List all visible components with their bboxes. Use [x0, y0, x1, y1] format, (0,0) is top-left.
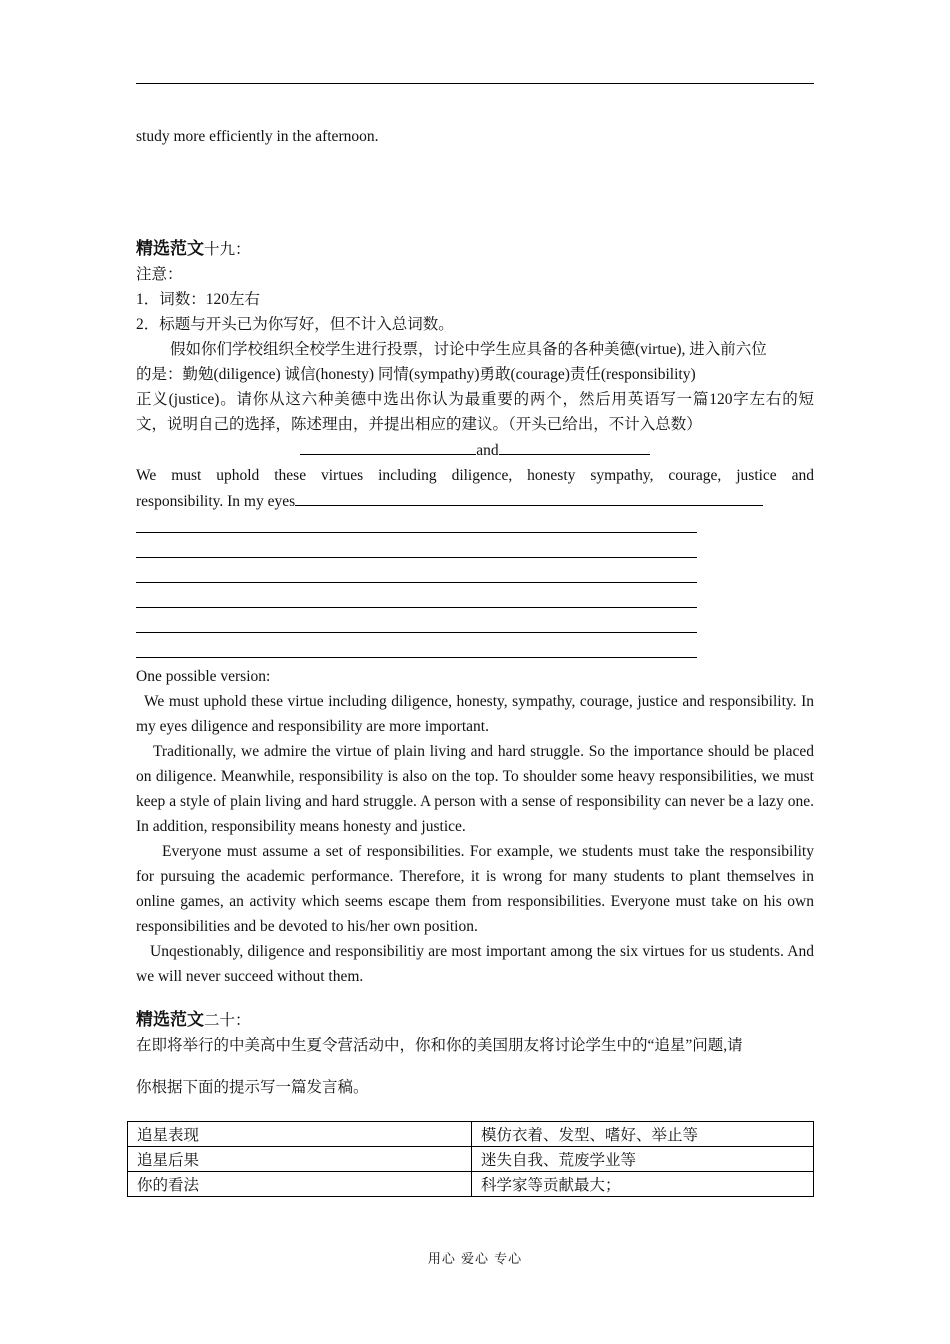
prompt-line-3: 正义(justice)。请你从这六种美德中选出你认为最重要的两个，然后用英语写一篇120字左右的短文，说明自己的选择，陈述理由，并提出相应的建议。（开头已给出，不计入总数） [136, 391, 814, 433]
section-19-number: 十九： [204, 241, 251, 258]
essay-paragraph-3: Everyone must assume a set of responsibilities. For example, we students must take the responsibility for pursuing the academic performance. Therefore, it is wrong for many students to plant themselves in online games, an activity which seems escape them from responsibilities. Everyone must take on his own responsibilities and be devoted to his/her own position. [136, 843, 814, 935]
writing-line [136, 514, 814, 539]
table-cell: 追星后果 [128, 1147, 472, 1172]
section-20-heading [136, 1007, 814, 1033]
page-footer: 用心 爱心 专心 [427, 1252, 523, 1267]
version-label: One possible version: [136, 668, 271, 685]
table-row [128, 1122, 814, 1147]
title-blank-2 [499, 437, 650, 455]
table-cell: 追星表现 [128, 1122, 472, 1147]
essay-paragraph-2: Traditionally, we admire the virtue of plain living and hard struggle. So the importance should be placed on diligence. Meanwhile, responsibility is also on the top. To shoulder some heavy responsibilities, we must keep a style of plain living and hard struggle. A person with a sense of responsibility can never be a lazy one. In addition, responsibility means honesty and justice. [136, 743, 814, 835]
prompt-line-1: 假如你们学校组织全校学生进行投票，讨论中学生应具备的各种美德(virtue), 进入前六位 [170, 341, 767, 358]
hint-table [127, 1121, 814, 1197]
essay-paragraph-4: Unqestionably, diligence and responsibilitiy are most important among the six virtues for us students. And we will never succeed without them. [136, 943, 814, 985]
table-cell: 你的看法 [128, 1172, 472, 1197]
opening-line-2 [136, 488, 814, 514]
section-19-title: 精选范文 [136, 239, 204, 258]
writing-line [136, 614, 814, 639]
opening-line-2-text: responsibility. In my eyes [136, 493, 296, 510]
notice-label: 注意： [136, 266, 183, 283]
title-blank-1 [300, 437, 476, 455]
title-and: and [476, 442, 499, 459]
section-20-intro-line-2: 你根据下面的提示写一篇发言稿。 [136, 1079, 369, 1096]
section-19-heading [136, 236, 814, 262]
table-cell: 科学家等贡献最大； [472, 1172, 814, 1197]
continuation-text: study more efficiently in the afternoon. [136, 128, 379, 145]
rule-title: 2．标题与开头已为你写好，但不计入总词数。 [136, 316, 454, 333]
writing-line [136, 589, 814, 614]
header-rule [136, 83, 814, 84]
essay-paragraph-1: We must uphold these virtue including diligence, honesty, sympathy, courage, justice and responsibility. In my eyes diligence and responsibility are more important. [136, 693, 814, 735]
page-content [136, 124, 814, 1100]
rule-word-count: 1．词数：120左右 [136, 291, 261, 308]
opening-blank [295, 488, 763, 506]
section-20-intro-line-1: 在即将举行的中美高中生夏令营活动中，你和你的美国朋友将讨论学生中的“追星”问题,请 [136, 1037, 743, 1054]
table-row [128, 1147, 814, 1172]
table-row [128, 1172, 814, 1197]
essay-title-blank [136, 437, 814, 463]
section-20-title: 精选范文 [136, 1010, 204, 1029]
table-cell: 迷失自我、荒废学业等 [472, 1147, 814, 1172]
opening-line-1: We must uphold these virtues including diligence, honesty sympathy, courage, justice and [136, 467, 814, 484]
section-20-number: 二十： [204, 1012, 251, 1029]
prompt-line-2: 的是：勤勉(diligence) 诚信(honesty) 同情(sympathy)勇敢(courage)责任(responsibility) [136, 366, 696, 383]
writing-line [136, 564, 814, 589]
writing-line [136, 639, 814, 664]
table-cell: 模仿衣着、发型、嗜好、举止等 [472, 1122, 814, 1147]
writing-line [136, 539, 814, 564]
